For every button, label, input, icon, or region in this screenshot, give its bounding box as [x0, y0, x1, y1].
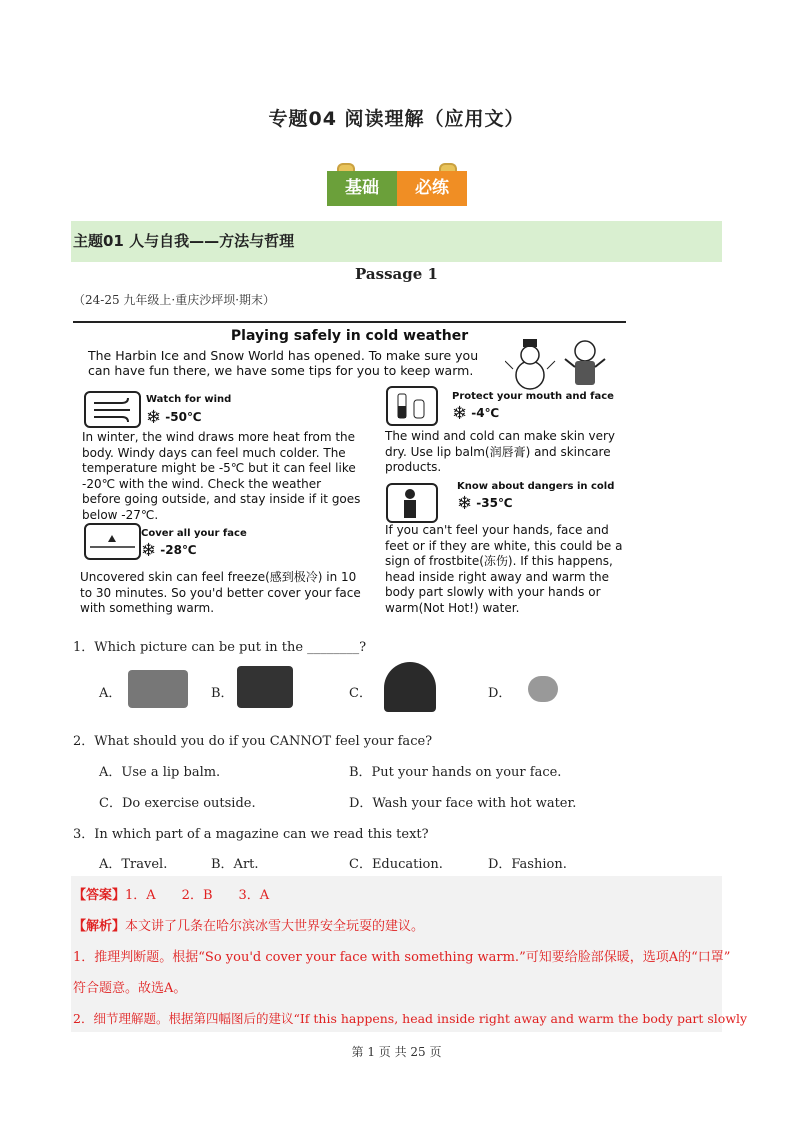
snowman-kid-illustration	[505, 333, 615, 393]
q3-option-d[interactable]: D．Fashion.	[488, 857, 567, 872]
analysis-text: 本文讲了几条在哈尔滨冰雪大世界安全玩耍的建议。	[125, 919, 425, 934]
passage-title: Passage 1	[355, 265, 438, 283]
mask-picture	[128, 670, 188, 708]
reading-notice	[73, 321, 626, 615]
q2-option-c[interactable]: C．Do exercise outside.	[99, 796, 256, 811]
question-2-stem: 2．What should you do if you CANNOT feel your face?	[73, 734, 433, 749]
q3-option-c[interactable]: C．Education.	[349, 857, 443, 872]
q2-option-a[interactable]: A．Use a lip balm.	[99, 765, 221, 780]
tip-cover-temp: ❄ -28℃	[141, 540, 197, 561]
tip-protect-text: The wind and cold can make skin very dry. Use lip balm(润唇膏) and skincare products.	[385, 429, 616, 474]
answer-line	[73, 884, 269, 903]
analysis-line	[73, 915, 424, 934]
badge-right-label: 必练	[415, 178, 449, 198]
tip-protect-heading: Protect your mouth and face	[452, 391, 614, 402]
question-1-stem: 1．Which picture can be put in the ________?	[73, 640, 367, 655]
socks-picture	[237, 666, 293, 708]
hat-picture	[384, 662, 436, 712]
q2-option-b[interactable]: B．Put your hands on your face.	[349, 765, 562, 780]
page-footer: 第 1 页 共 25 页	[351, 1045, 442, 1059]
tip-wind-heading: Watch for wind	[146, 394, 232, 405]
tip-wind-temp: ❄ -50℃	[146, 407, 202, 428]
section-badge	[327, 163, 467, 206]
analysis-label: 【解析】	[73, 919, 126, 934]
tip-wind-text: In winter, the wind draws more heat from the body. Windy days can feel much colder. The temperature might be -5℃ but it can feel like -20℃ with the wind. Check the weather before going outside, and stay inside if it goes below -27℃.	[82, 430, 361, 522]
tip-danger-temp: ❄ -35℃	[457, 493, 513, 514]
tip-cover-heading: Cover all your face	[141, 528, 247, 539]
source-note: （24-25 九年级上·重庆沙坪坝·期末）	[73, 293, 276, 307]
topic-heading: 主题01 人与自我——方法与哲理	[71, 221, 722, 262]
q1-option-b[interactable]: B．	[211, 686, 234, 701]
badge-left-label: 基础	[345, 178, 379, 198]
q2-option-d[interactable]: D．Wash your face with hot water.	[349, 796, 577, 811]
lip-balm-icon	[386, 386, 438, 426]
face-cover-icon	[84, 523, 141, 560]
notice-intro: The Harbin Ice and Snow World has opened. To make sure you can have fun there, we have some tips for you to keep warm.	[88, 348, 479, 378]
danger-person-icon	[386, 483, 438, 523]
analysis-detail-3: 2．细节理解题。根据第四幅图后的建议“If this happens, head inside right away and warm the body part slowly	[73, 1011, 748, 1026]
q3-option-a[interactable]: A．Travel.	[99, 857, 168, 872]
tip-cover-text: Uncovered skin can feel freeze(感到极冷) in 10 to 30 minutes. So you'd better cover your face with something warm.	[80, 570, 361, 615]
tip-protect-temp: ❄ -4℃	[452, 403, 500, 424]
answer-label: 【答案】	[73, 888, 126, 903]
notice-title: Playing safely in cold weather	[230, 328, 469, 344]
question-3-stem: 3．In which part of a magazine can we read this text?	[73, 827, 429, 842]
snowflake-icon: ❄	[146, 407, 162, 428]
earmuffs-picture	[528, 676, 558, 702]
q1-option-d[interactable]: D．	[488, 686, 512, 701]
wind-icon	[84, 391, 141, 428]
q3-option-b[interactable]: B．Art.	[211, 857, 259, 872]
tip-danger-heading: Know about dangers in cold	[457, 481, 615, 492]
document-title: 专题04 阅读理解（应用文）	[268, 108, 525, 130]
q1-option-c[interactable]: C．	[349, 686, 372, 701]
snowflake-icon: ❄	[457, 493, 473, 514]
snowflake-icon: ❄	[452, 403, 468, 424]
answer-text: 1．A 2．B 3．A	[125, 888, 270, 903]
tip-danger-text: If you can't feel your hands, face and feet or if they are white, this could be a sign of frostbite(冻伤). If this happens, head inside right away and warm the body part slowly with your hands or warm(Not Hot!) water.	[385, 523, 623, 615]
analysis-detail-2: 符合题意。故选A。	[73, 981, 187, 996]
snowflake-icon: ❄	[141, 540, 157, 561]
analysis-detail-1: 1．推理判断题。根据“So you'd cover your face with something warm.”可知要给脸部保暖，选项A的“口罩”	[73, 950, 731, 965]
q1-option-a[interactable]: A．	[99, 686, 122, 701]
